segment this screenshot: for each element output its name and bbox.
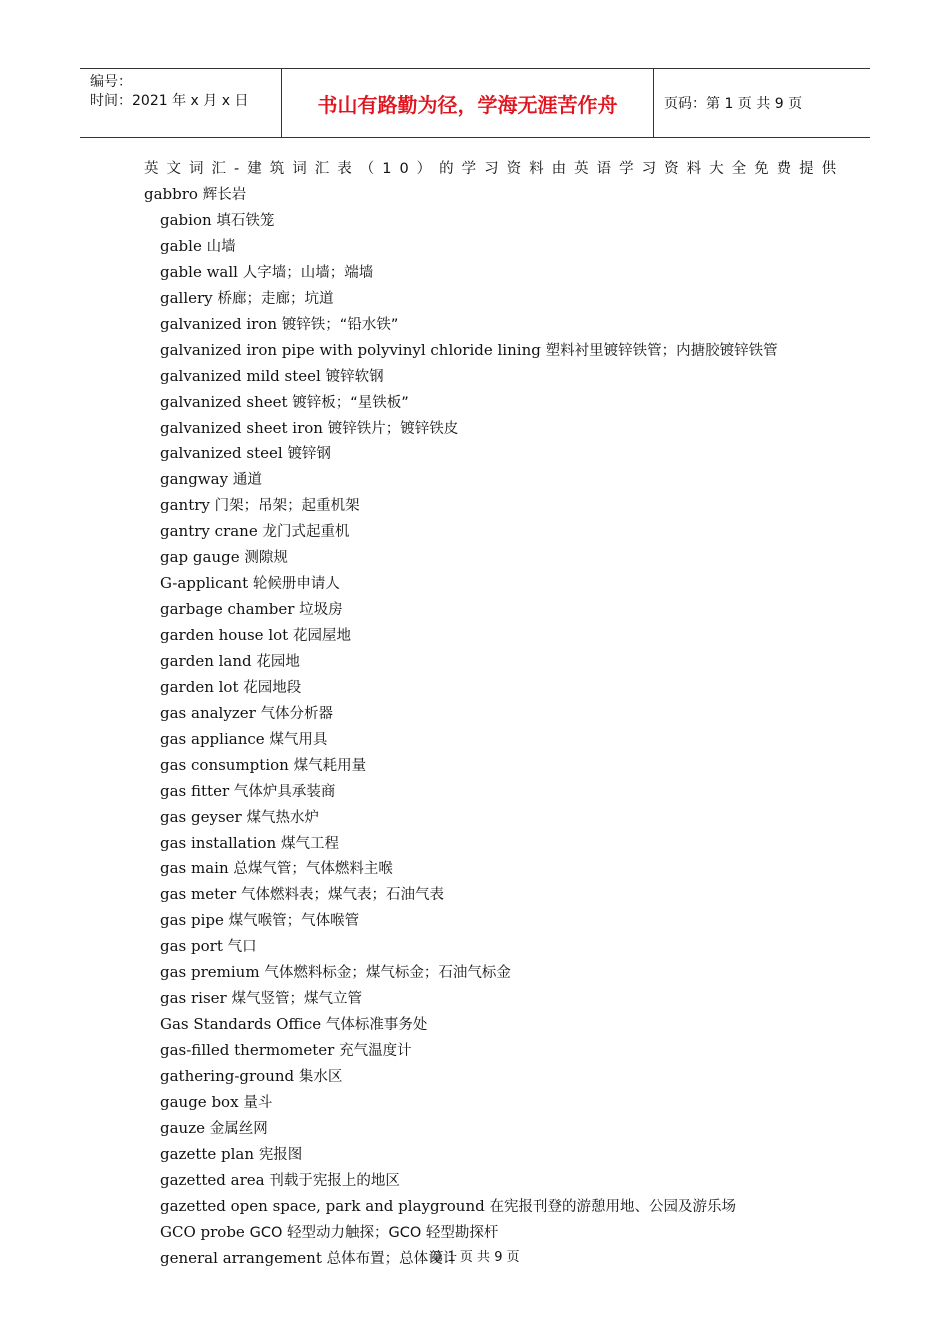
entry-definition: 山墙	[206, 238, 236, 255]
list-item	[160, 571, 814, 597]
list-item	[160, 597, 814, 623]
entry-term: gas geyser	[160, 807, 242, 826]
entry-term: gazetted open space, park and playground	[160, 1196, 485, 1215]
list-item	[160, 1116, 814, 1142]
list-item	[160, 831, 814, 857]
entry-term: galvanized iron	[160, 314, 278, 333]
entry-definition: 煤气耗用量	[293, 757, 367, 774]
entry-term: gas port	[160, 937, 223, 956]
list-item	[160, 312, 814, 338]
entry-definition: 龙门式起重机	[262, 524, 350, 541]
entry-term: gable wall	[160, 262, 238, 281]
entry-definition: 总体布置；总体设计	[326, 1250, 458, 1267]
entry-definition: 气体标准事务处	[325, 1017, 428, 1034]
list-item	[160, 623, 814, 649]
entry-term: gas main	[160, 859, 229, 878]
list-item	[160, 805, 814, 831]
list-item	[160, 1168, 814, 1194]
list-item	[160, 1064, 814, 1090]
entry-term: gangway	[160, 470, 229, 489]
entry-definition: 刊载于宪报上的地区	[269, 1172, 400, 1189]
entry-term: general arrangement	[160, 1248, 322, 1267]
entry-term: gazette plan	[160, 1144, 255, 1163]
entry-term: gable	[160, 236, 202, 255]
entry-definition: 人字墙；山墙；端墙	[242, 264, 374, 281]
entry-term: galvanized sheet iron	[160, 418, 323, 437]
list-item	[160, 856, 814, 882]
entry-definition: 花园屋地	[292, 628, 351, 644]
list-item	[160, 649, 814, 675]
entry-term: GCO probe	[160, 1222, 245, 1241]
entry-definition: 煤气竖管；煤气立管	[231, 991, 363, 1008]
page-header	[80, 68, 870, 138]
entry-definition: 通道	[232, 472, 262, 489]
entry-term: gallery	[160, 288, 213, 307]
list-item	[160, 1220, 814, 1246]
entry-term: gazetted area	[160, 1170, 265, 1189]
list-item	[160, 519, 814, 545]
list-item	[160, 208, 814, 234]
entry-definition: 充气温度计	[339, 1043, 412, 1059]
entry-definition: 集水区	[298, 1068, 343, 1085]
entry-definition: 门架；吊架；起重机架	[214, 498, 360, 515]
entry-definition: 测隙规	[244, 550, 288, 567]
entry-definition: 垃圾房	[299, 602, 343, 619]
entry-term: gas appliance	[160, 729, 265, 748]
entry-term: gas-filled thermometer	[160, 1041, 335, 1059]
list-item	[160, 1012, 814, 1038]
entry-definition: 桥廊；走廊；坑道	[217, 290, 334, 307]
header-motto: 书山有路勤为径，学海无涯苦作舟	[281, 69, 654, 137]
time-label: 时间：2021 年 x 月 x 日	[90, 93, 249, 109]
list-item	[160, 234, 814, 260]
entry-term: garden lot	[160, 677, 239, 696]
entry-term: galvanized steel	[160, 444, 283, 463]
list-item	[160, 753, 814, 779]
list-item	[160, 441, 814, 467]
entry-definition: 在宪报刊登的游憩用地、公园及游乐场	[489, 1198, 736, 1215]
list-item	[160, 416, 814, 442]
number-label: 编号：	[90, 74, 132, 90]
page-footer: 第 1 页 共 9 页	[430, 1250, 520, 1265]
entry-term: gas analyzer	[160, 703, 256, 722]
entry-term: gas fitter	[160, 781, 230, 800]
first-entry	[144, 182, 814, 208]
list-item	[160, 882, 814, 908]
entry-definition: 总煤气管；气体燃料主喉	[233, 861, 393, 878]
intro-line: 英文词汇-建筑词汇表（10）的学习资料由英语学习资料大全免费提供	[144, 161, 845, 177]
entry-term: gabion	[160, 211, 212, 229]
entry-definition: 花园地	[256, 653, 300, 670]
entry-definition: 镀锌钢	[287, 446, 331, 463]
header-meta	[80, 69, 281, 137]
entry-definition: 镀锌铁片；镀锌铁皮	[327, 420, 459, 437]
list-item	[160, 908, 814, 934]
entry-term: gantry	[160, 496, 210, 515]
list-item	[160, 286, 814, 312]
entry-definition: 镀锌软钢	[325, 368, 384, 385]
entry-definition: 煤气喉管；气体喉管	[228, 913, 360, 930]
entry-term: gauge box	[160, 1092, 239, 1111]
entry-definition: 宪报图	[258, 1146, 303, 1163]
list-item	[160, 1142, 814, 1168]
entry-term: gas installation	[160, 833, 277, 852]
entry-definition: 煤气热水炉	[246, 809, 319, 826]
entry-term: garden land	[160, 651, 252, 670]
entry-term: gap gauge	[160, 548, 240, 567]
list-item	[160, 727, 814, 753]
entry-definition: 量斗	[243, 1094, 273, 1111]
entry-term: galvanized mild steel	[160, 366, 321, 385]
entry-definition: 金属丝网	[209, 1120, 268, 1137]
entry-definition: 气体分析器	[260, 705, 334, 722]
list-item	[160, 779, 814, 805]
entry-definition: 花园地段	[243, 679, 302, 696]
list-item	[160, 260, 814, 286]
entry-definition: 填石铁笼	[216, 213, 275, 229]
list-item	[160, 986, 814, 1012]
entry-term: Gas Standards Office	[160, 1015, 322, 1034]
entry-term: galvanized iron pipe with polyvinyl chloride lining	[160, 340, 541, 359]
entry-definition: 气体燃料表；煤气表；石油气表	[240, 887, 444, 904]
entry-definition: 镀锌板；“星铁板”	[292, 394, 409, 411]
entry-definition: 煤气工程	[280, 835, 339, 852]
list-item	[160, 390, 814, 416]
entry-term: G-applicant	[160, 574, 249, 593]
entry-definition: 镀锌铁；“铅水铁”	[281, 316, 399, 333]
entry-definition: GCO 轻型动力触探；GCO 轻型勘探杆	[249, 1224, 499, 1241]
entry-term: gantry crane	[160, 522, 258, 541]
document-body	[144, 157, 845, 1271]
entry-term: garden house lot	[160, 626, 289, 644]
entry-definition: 辉长岩	[202, 187, 247, 203]
entry-definition: 塑料衬里镀锌铁管；内搪胶镀锌铁管	[545, 342, 778, 359]
list-item	[160, 675, 814, 701]
list-item	[160, 934, 814, 960]
list-item	[160, 960, 814, 986]
list-item	[160, 1038, 814, 1064]
entry-term: gauze	[160, 1118, 205, 1137]
entry-term: gas premium	[160, 963, 260, 982]
entry-term: gathering-ground	[160, 1066, 295, 1085]
list-item	[160, 701, 814, 727]
entry-term: galvanized sheet	[160, 392, 288, 411]
list-item	[160, 1090, 814, 1116]
list-item	[160, 493, 814, 519]
glossary-list	[144, 208, 814, 1271]
entry-definition: 煤气用具	[269, 731, 328, 748]
list-item	[160, 467, 814, 493]
entry-term: gas pipe	[160, 911, 224, 930]
entry-definition: 气体炉具承装商	[233, 783, 336, 800]
entry-term: garbage chamber	[160, 600, 295, 619]
entry-term: gabbro	[144, 185, 198, 203]
entry-definition: 气口	[227, 939, 257, 956]
entry-term: gas meter	[160, 885, 237, 904]
list-item	[160, 545, 814, 571]
entry-definition: 气体燃料标金；煤气标金；石油气标金	[264, 965, 511, 982]
list-item	[160, 364, 814, 390]
header-page-info: 页码：第 1 页 共 9 页	[664, 96, 803, 112]
entry-definition: 轮候册申请人	[252, 576, 340, 593]
entry-term: gas riser	[160, 989, 227, 1008]
entry-term: gas consumption	[160, 755, 289, 774]
list-item	[160, 1194, 814, 1220]
list-item	[160, 338, 814, 364]
